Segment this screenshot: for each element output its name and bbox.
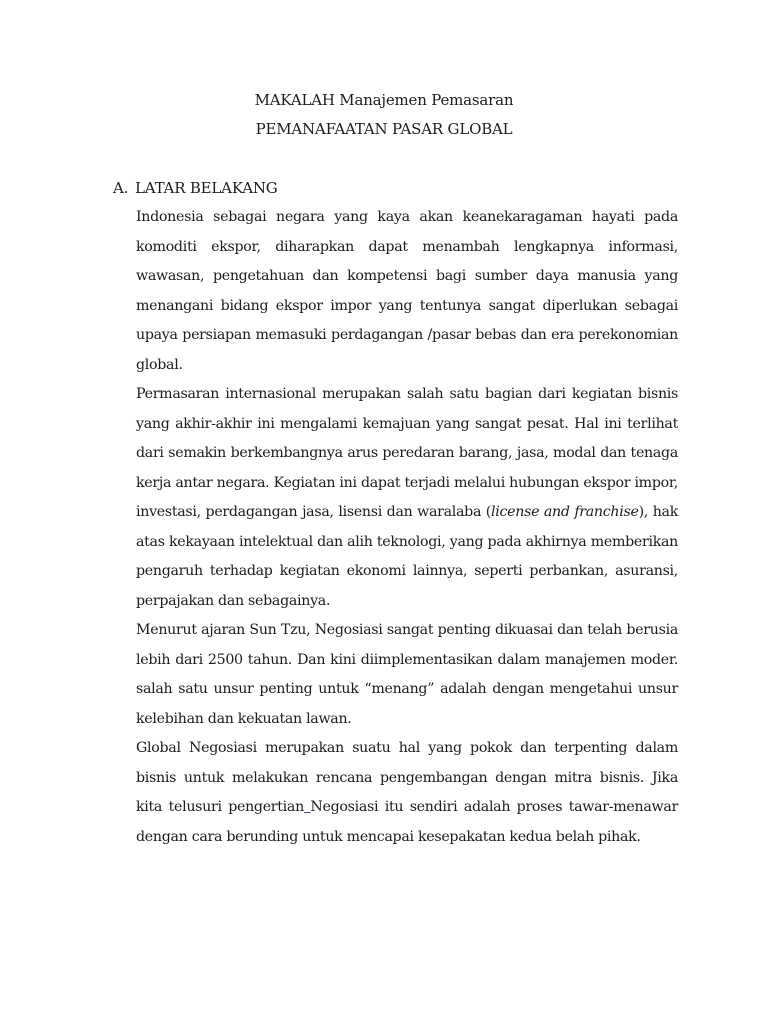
paragraph-4-text-a: Global Negosiasi merupakan suatu hal yang pokok dan terpenting dalam bisnis untuk melakukan rencana pengembangan dengan mitra bisnis. Jika kita telusuri pengertian (136, 740, 678, 815)
paragraph-3: Menurut ajaran Sun Tzu, Negosiasi sangat penting dikuasai dan telah berusia lebih dari 2500 tahun. Dan kini diimplementasikan dalam manajemen moder. salah satu unsur penting untuk “menang” adalah dengan mengetahui unsur kelebihan dan kekuatan lawan. (136, 622, 678, 727)
section-body (136, 203, 678, 852)
paragraph-2-text-b: ), hak atas kekayaan intelektual dan alih teknologi, yang pada akhirnya memberikan pengaruh terhadap kegiatan ekonomi lainnya, seperti perbankan, asuransi, perpajakan dan sebagainya. (136, 504, 678, 609)
paragraph-4 (136, 734, 678, 852)
document-subtitle: MAKALAH Manajemen Pemasaran (254, 91, 514, 109)
paragraph-4-text-b: Negosiasi itu sendiri adalah proses tawar-menawar dengan cara berunding untuk mencapai kesepakatan kedua belah pihak. (136, 799, 678, 845)
section-heading (113, 179, 278, 197)
paragraph-1: Indonesia sebagai negara yang kaya akan keanekaragaman hayati pada komoditi ekspor, diharapkan dapat menambah lengkapnya informasi, wawasan, pengetahuan dan kompetensi bagi sumber daya manusia yang menangani bidang ekspor impor yang tentunya sangat diperlukan sebagai upaya persiapan memasuki perdagangan /pasar bebas dan era perekonomian global. (136, 209, 678, 373)
paragraph-2-text-a: Permasaran internasional merupakan salah satu bagian dari kegiatan bisnis yang akhir-akhir ini mengalami kemajuan yang sangat pesat. Hal ini terlihat dari semakin berkembangnya arus peredaran barang, jasa, modal dan tenaga kerja antar negara. Kegiatan ini dapat terjadi melalui hubungan ekspor impor, investasi, perdagangan jasa, lisensi dan waralaba ( (136, 386, 678, 520)
section-heading-text: LATAR BELAKANG (135, 179, 278, 197)
paragraph-2-italic: license and franchise (491, 504, 639, 520)
section-letter: A. (113, 179, 129, 197)
document-title: PEMANAFAATAN PASAR GLOBAL (255, 120, 513, 138)
paragraph-2 (136, 380, 678, 616)
